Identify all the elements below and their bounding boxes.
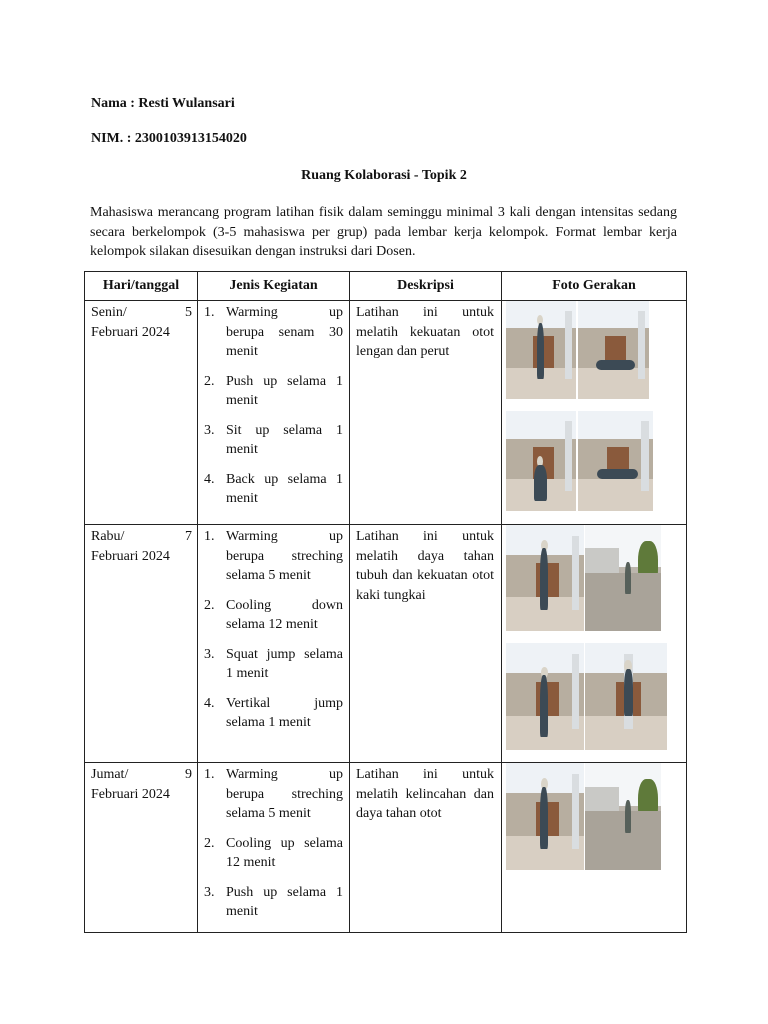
desc-word: untuk [462,529,494,544]
activity-word: jump [314,695,343,711]
exercise-photo [506,763,584,870]
list-number: 1. [204,529,215,544]
list-item [204,834,343,873]
desc-word: untuk [462,767,494,782]
desc-text: melatih kekuatan otot lengan dan perut [356,324,494,359]
activity-text: selama 1 menit [226,715,311,730]
activity-cell [198,763,350,933]
desc-word: Latihan [356,529,399,544]
instructions-paragraph: Mahasiswa merancang program latihan fisik dalam seminggu minimal 3 kali dengan intensitas sedang secara berkelompok (3-5 mahasiswa per grup) pada lembar kerja kelompok. Format lembar kerja kelompok silakan disesuikan dengan instruksi dari Dosen. [90,205,677,259]
activity-text: Sit up selama 1 menit [226,422,343,457]
activity-text: Push up selama 1 menit [226,884,343,919]
list-number: 3. [204,422,215,438]
exercise-photo [585,525,661,631]
activity-word: Vertikal [226,695,271,711]
student-name: Nama : Resti Wulansari [91,96,235,111]
activity-word: Warming [226,529,278,544]
exercise-photo [506,301,576,399]
list-number: 2. [204,373,215,389]
activity-cell [198,525,350,763]
list-item [204,645,343,684]
list-item [204,694,343,733]
activity-word: up [329,767,343,782]
header-hari-tanggal: Hari/tanggal [85,272,198,301]
list-item [204,470,343,509]
desc-word: untuk [462,305,494,320]
list-item [204,527,343,586]
desc-word: Latihan [356,767,399,782]
list-number: 4. [204,471,215,487]
list-item [204,303,343,362]
exercise-photo [578,301,649,399]
activity-word: Warming [226,767,278,782]
activity-text: Squat jump selama 1 menit [226,646,343,681]
desc-text: melatih kelincahan dan daya tahan otot [356,786,494,821]
activity-text: Cooling up selama 12 menit [226,835,343,870]
day-number: 7 [185,529,192,544]
list-number: 3. [204,884,215,900]
list-number: 2. [204,835,215,851]
activity-text: berupa senam 30 menit [226,324,343,359]
activity-word: up [329,305,343,320]
desc-word: ini [423,305,438,320]
activity-text: Back up selama 1 menit [226,471,343,506]
header-deskripsi: Deskripsi [350,272,502,301]
day-name: Jumat/ [91,767,129,782]
day-date: Februari 2024 [91,786,170,802]
list-item [204,883,343,922]
header-foto-gerakan: Foto Gerakan [502,272,687,301]
list-item [204,372,343,411]
desc-word: ini [423,529,438,544]
list-number: 3. [204,646,215,662]
header-jenis-kegiatan: Jenis Kegiatan [198,272,350,301]
day-number: 9 [185,767,192,782]
description-cell [350,525,502,763]
day-name: Rabu/ [91,529,125,544]
exercise-photo [506,643,584,750]
exercise-photo [585,763,661,870]
list-item [204,765,343,824]
activity-word: Warming [226,305,278,320]
activity-text: selama 12 menit [226,617,318,632]
day-cell [85,763,198,933]
list-number: 2. [204,597,215,613]
list-item [204,596,343,635]
day-date: Februari 2024 [91,324,170,340]
activity-text: berupa streching selama 5 menit [226,548,343,583]
document-title: Ruang Kolaborasi - Topik 2 [301,168,467,183]
day-cell [85,525,198,763]
day-name: Senin/ [91,305,127,320]
day-number: 5 [185,305,192,320]
desc-word: ini [423,767,438,782]
list-number: 1. [204,767,215,782]
day-date: Februari 2024 [91,548,170,564]
activity-word: down [311,597,343,613]
list-item [204,421,343,460]
exercise-photo [506,411,576,511]
description-cell [350,301,502,525]
exercise-photo [585,643,667,750]
desc-text: melatih daya tahan tubuh dan kekuatan otot kaki tungkai [356,548,494,603]
list-number: 4. [204,695,215,711]
activity-word: Cooling [226,597,272,613]
list-number: 1. [204,305,215,320]
desc-word: Latihan [356,305,399,320]
day-cell [85,301,198,525]
activity-text: Push up selama 1 menit [226,373,343,408]
activity-cell [198,301,350,525]
student-nim: NIM. : 2300103913154020 [91,131,247,146]
activity-text: berupa streching selama 5 menit [226,786,343,821]
description-cell [350,763,502,933]
activity-word: up [329,529,343,544]
table-header-row [85,272,687,301]
exercise-photo [578,411,653,511]
exercise-photo [506,525,584,631]
